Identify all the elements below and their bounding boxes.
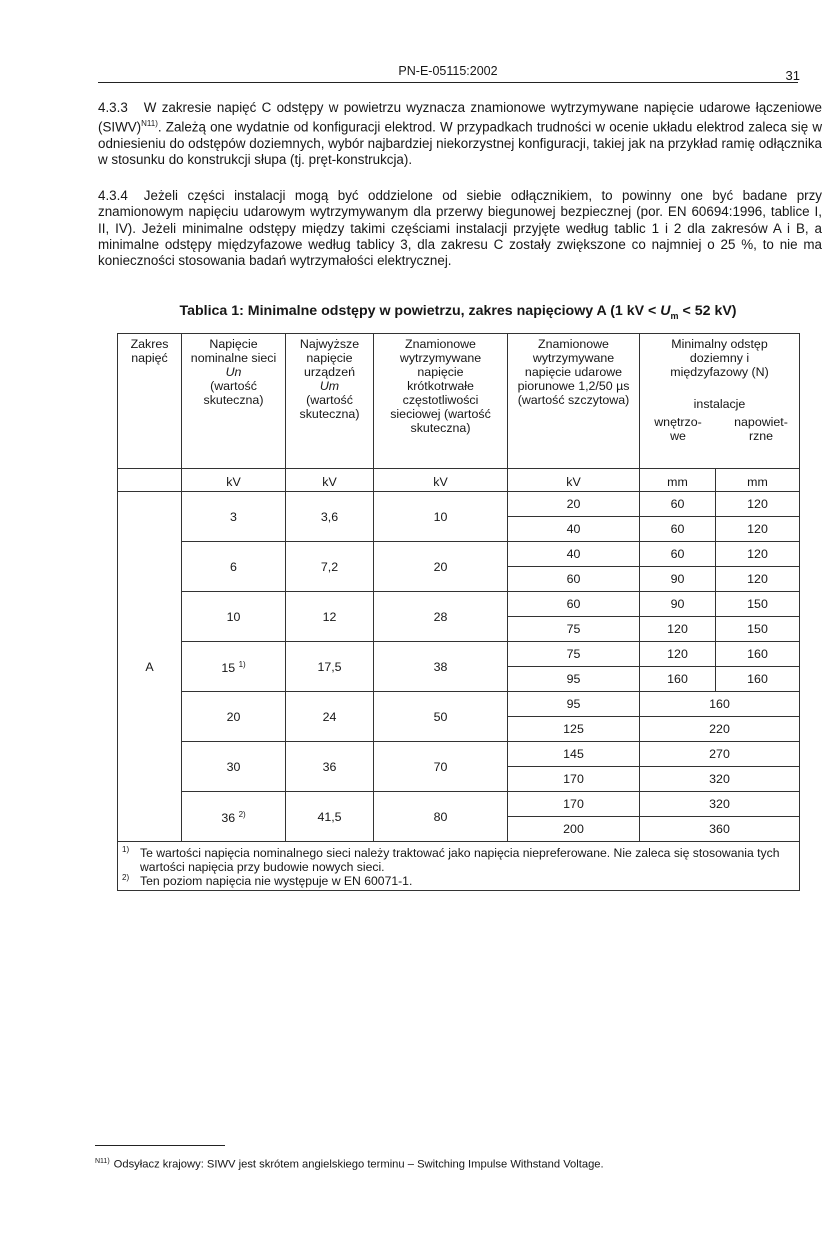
table-row: 36 $^{2)}$ 41,5 80 170 320 <box>118 792 800 817</box>
paragraph-text: Jeżeli części instalacji mogą być oddzielone od siebie odłącznikiem, to powinny one być badane przy znamionowym napięciu udarowym wytrzymywanym dla przerwy biegunowej bezpiecznej (por. EN 60694:1996, tablice I, II, IV). Jeżeli minimalne odstępy między takimi częściami instalacji przyjęte według tablic 1 i 2 dla zakresów A i B, a minimalne odstępy międzyfazowe według tablicy 3, dla zakresu C zostały zwiększone co najmniej o 25 %, to nie ma konieczności stosowania badań wytrzymałości elektrycznej. <box>98 188 822 269</box>
footnote-rule <box>95 1145 225 1146</box>
header-voltage-range: Zakres napięć <box>118 334 182 469</box>
table-row: 40 60 120 <box>118 517 800 542</box>
table-row: 125 220 <box>118 717 800 742</box>
table-row: 95 160 160 <box>118 667 800 692</box>
table-row: 200 360 <box>118 817 800 842</box>
header-nominal-voltage: Napięcie nominalne sieci Un (wartość skuteczna) <box>182 334 286 469</box>
header-installations: instalacje <box>693 397 746 411</box>
table-footnote-2: 2) Ten poziom napięcia nie występuje w EN 60071-1. <box>122 873 413 888</box>
units-row: kV kV kV kV mm mm <box>118 469 800 492</box>
table-row: 60 90 120 <box>118 567 800 592</box>
header-highest-voltage: Najwyższe napięcie urządzeń Um (wartość skuteczna) <box>286 334 374 469</box>
header-indoor: wnętrzo-we <box>654 415 702 443</box>
table-row: 30 36 70 145 270 <box>118 742 800 767</box>
header-short-duration-voltage: Znamionowe wytrzymywane napięcie krótkotrwałe częstotliwości sieciowej (wartość skuteczna) <box>374 334 508 469</box>
paragraph-text-cont: . Zależą one wydatnie od konfiguracji elektrod. W przypadkach trudności w ocenie układu elektrod zaleca się w odniesieniu do odstępów doziemnych, wybór najbardziej niekorzystnej konfiguracji, takiej jak na przykład ramię odłącznika w stosunku do konstrukcji słupa (tj. pręt-konstrukcja). <box>98 119 822 168</box>
table-row: 170 320 <box>118 767 800 792</box>
table-footnote-1: 1) Te wartości napięcia nominalnego sieci należy traktować jako napięcia niepreferowane. Nie zaleca się stosowania tych wartości napięcia przy budowie nowych sieci. <box>122 845 780 874</box>
national-footnote-ref: N11) <box>141 119 158 129</box>
table-row: 75 120 150 <box>118 617 800 642</box>
paragraph-text: W zakresie napięć C odstępy w powietrzu wyznacza znamionowe wytrzymywane napięcie udarowe łączeniowe (SIWV) <box>98 100 822 135</box>
header-lightning-impulse-voltage: Znamionowe wytrzymywane napięcie udarowe piorunowe 1,2/50 µs (wartość szczytowa) <box>508 334 640 469</box>
clearance-table <box>117 333 800 891</box>
header-min-clearance: Minimalny odstęp doziemny i międzyfazowy (N) instalacje wnętrzo-we napowiet-rzne <box>640 334 800 469</box>
table-row: 6 7,2 20 40 60 120 <box>118 542 800 567</box>
page-footnote: $^{N11)}$ Odsyłacz krajowy: SIWV jest skrótem angielskiego terminu – Switching Impulse Withstand Voltage. <box>95 1158 604 1171</box>
table-row: 15 $^{1)}$ 17,5 38 75 120 160 <box>118 642 800 667</box>
table-footnotes <box>118 842 800 891</box>
header-outdoor: napowiet-rzne <box>734 415 788 443</box>
table-row: A 3 3,6 10 20 60 120 <box>118 492 800 517</box>
paragraph-4-3-3 <box>98 100 822 169</box>
table-row: 10 12 28 60 90 150 <box>118 592 800 617</box>
page-number: 31 <box>785 68 800 83</box>
paragraph-number: 4.3.4 <box>98 188 128 203</box>
paragraph-number: 4.3.3 <box>98 100 128 115</box>
table-title: Tablica 1: Minimalne odstępy w powietrzu, zakres napięciowy A (1 kV < $U_m < 52$ kV) <box>179 303 737 321</box>
table-row: 20 24 50 95 160 <box>118 692 800 717</box>
range-label: A <box>118 492 182 842</box>
document-code: PN-E-05115:2002 <box>398 64 498 78</box>
page-header <box>98 62 798 83</box>
paragraph-4-3-4 <box>98 188 822 269</box>
